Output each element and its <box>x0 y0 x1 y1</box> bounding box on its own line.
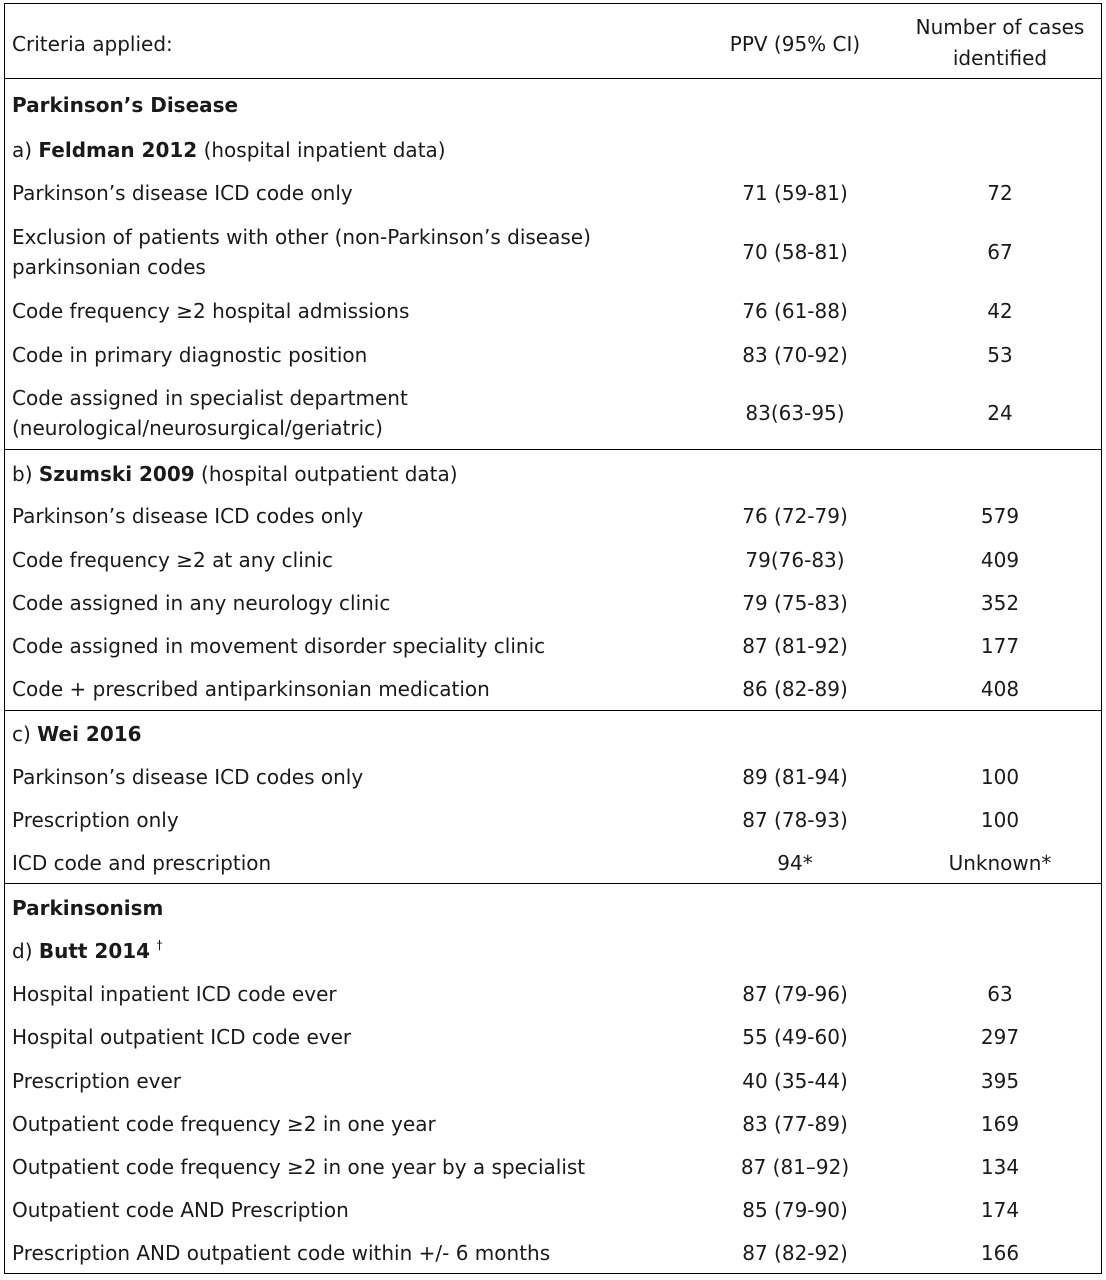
row-criteria: Parkinson’s disease ICD codes only <box>12 765 364 789</box>
ppv-table <box>4 3 1102 1274</box>
row-criteria: Code frequency ≥2 hospital admissions <box>12 299 410 323</box>
row-ppv: 55 (49-60) <box>742 1025 848 1049</box>
header-ppv: PPV (95% CI) <box>729 32 861 56</box>
row-ppv: 87 (82-92) <box>742 1241 848 1265</box>
row-criteria: Hospital outpatient ICD code ever <box>12 1025 352 1049</box>
row-criteria: Outpatient code frequency ≥2 in one year by a specialist <box>12 1155 586 1179</box>
row-criteria: Prescription only <box>12 808 179 832</box>
header-cases <box>900 12 1100 76</box>
row-ppv: 79(76-83) <box>745 548 845 572</box>
row-criteria: Outpatient code AND Prescription <box>12 1198 349 1222</box>
row-criteria: ICD code and prescription <box>12 851 272 875</box>
row-criteria: Hospital inpatient ICD code ever <box>12 982 337 1006</box>
table-header <box>5 12 1101 76</box>
row-ppv: 40 (35-44) <box>742 1069 848 1093</box>
row-ppv: 76 (72-79) <box>742 504 848 528</box>
row-cases: 72 <box>987 181 1013 205</box>
row-criteria-line1: Code assigned in specialist department <box>12 386 408 410</box>
row-ppv: 85 (79-90) <box>742 1198 848 1222</box>
row-cases: 24 <box>987 401 1013 425</box>
study-prefix: b) <box>12 462 33 486</box>
row-ppv: 71 (59-81) <box>742 181 848 205</box>
row-ppv: 87 (79-96) <box>742 982 848 1006</box>
row-cases: 42 <box>987 299 1013 323</box>
section-divider <box>5 883 1101 884</box>
row-cases: 100 <box>980 765 1020 789</box>
section-divider <box>5 449 1101 450</box>
row-criteria: Code frequency ≥2 at any clinic <box>12 548 333 572</box>
row-ppv: 94* <box>777 851 813 875</box>
row-ppv: 87 (81–92) <box>740 1155 850 1179</box>
row-criteria <box>12 383 672 443</box>
row-criteria: Parkinson’s disease ICD codes only <box>12 504 364 528</box>
row-cases: Unknown* <box>948 851 1052 875</box>
row-ppv: 76 (61-88) <box>742 299 848 323</box>
table-row <box>5 383 1101 443</box>
row-cases: 134 <box>980 1155 1020 1179</box>
section-divider <box>5 710 1101 711</box>
row-cases: 395 <box>980 1069 1020 1093</box>
row-criteria-line2: parkinsonian codes <box>12 255 206 279</box>
study-name: Wei 2016 <box>37 722 142 746</box>
row-cases: 63 <box>987 982 1013 1006</box>
row-criteria: Code assigned in movement disorder speciality clinic <box>12 634 546 658</box>
row-cases: 100 <box>980 808 1020 832</box>
row-cases: 579 <box>980 504 1020 528</box>
row-criteria-line1: Exclusion of patients with other (non-Parkinson’s disease) <box>12 225 591 249</box>
row-ppv: 87 (81-92) <box>742 634 848 658</box>
row-cases: 53 <box>987 343 1013 367</box>
study-name: Butt 2014 <box>38 939 151 963</box>
row-criteria: Code + prescribed antiparkinsonian medication <box>12 677 490 701</box>
study-name: Szumski 2009 <box>38 462 195 486</box>
row-criteria: Code in primary diagnostic position <box>12 343 368 367</box>
section-title: Parkinson’s Disease <box>12 93 239 117</box>
row-criteria: Prescription ever <box>12 1069 182 1093</box>
row-criteria: Outpatient code frequency ≥2 in one year <box>12 1112 436 1136</box>
row-ppv: 83(63-95) <box>745 401 845 425</box>
row-cases: 166 <box>980 1241 1020 1265</box>
study-prefix: d) <box>12 939 33 963</box>
row-ppv: 70 (58-81) <box>742 240 848 264</box>
study-prefix: c) <box>12 722 31 746</box>
dagger-mark: † <box>156 938 163 952</box>
row-cases: 67 <box>987 240 1013 264</box>
row-ppv: 79 (75-83) <box>742 591 848 615</box>
header-divider <box>5 78 1101 79</box>
study-name: Feldman 2012 <box>38 138 198 162</box>
row-ppv: 87 (78-93) <box>742 808 848 832</box>
row-ppv: 83 (70-92) <box>742 343 848 367</box>
row-cases: 169 <box>980 1112 1020 1136</box>
row-cases: 408 <box>980 677 1020 701</box>
header-cases-line2: identified <box>952 46 1048 70</box>
row-criteria: Parkinson’s disease ICD code only <box>12 181 353 205</box>
row-ppv: 89 (81-94) <box>742 765 848 789</box>
row-cases: 297 <box>980 1025 1020 1049</box>
row-criteria <box>12 222 672 282</box>
row-cases: 177 <box>980 634 1020 658</box>
study-note: (hospital inpatient data) <box>203 138 446 162</box>
row-criteria-line2: (neurological/neurosurgical/geriatric) <box>12 416 383 440</box>
table-row <box>5 222 1101 282</box>
study-prefix: a) <box>12 138 33 162</box>
row-criteria: Code assigned in any neurology clinic <box>12 591 391 615</box>
row-cases: 409 <box>980 548 1020 572</box>
row-ppv: 86 (82-89) <box>742 677 848 701</box>
row-criteria: Prescription AND outpatient code within +/- 6 months <box>12 1241 551 1265</box>
row-cases: 352 <box>980 591 1020 615</box>
header-cases-line1: Number of cases <box>915 15 1085 39</box>
header-criteria: Criteria applied: <box>12 32 173 56</box>
section-title: Parkinsonism <box>12 896 164 920</box>
row-ppv: 83 (77-89) <box>742 1112 848 1136</box>
row-cases: 174 <box>980 1198 1020 1222</box>
study-note: (hospital outpatient data) <box>201 462 458 486</box>
